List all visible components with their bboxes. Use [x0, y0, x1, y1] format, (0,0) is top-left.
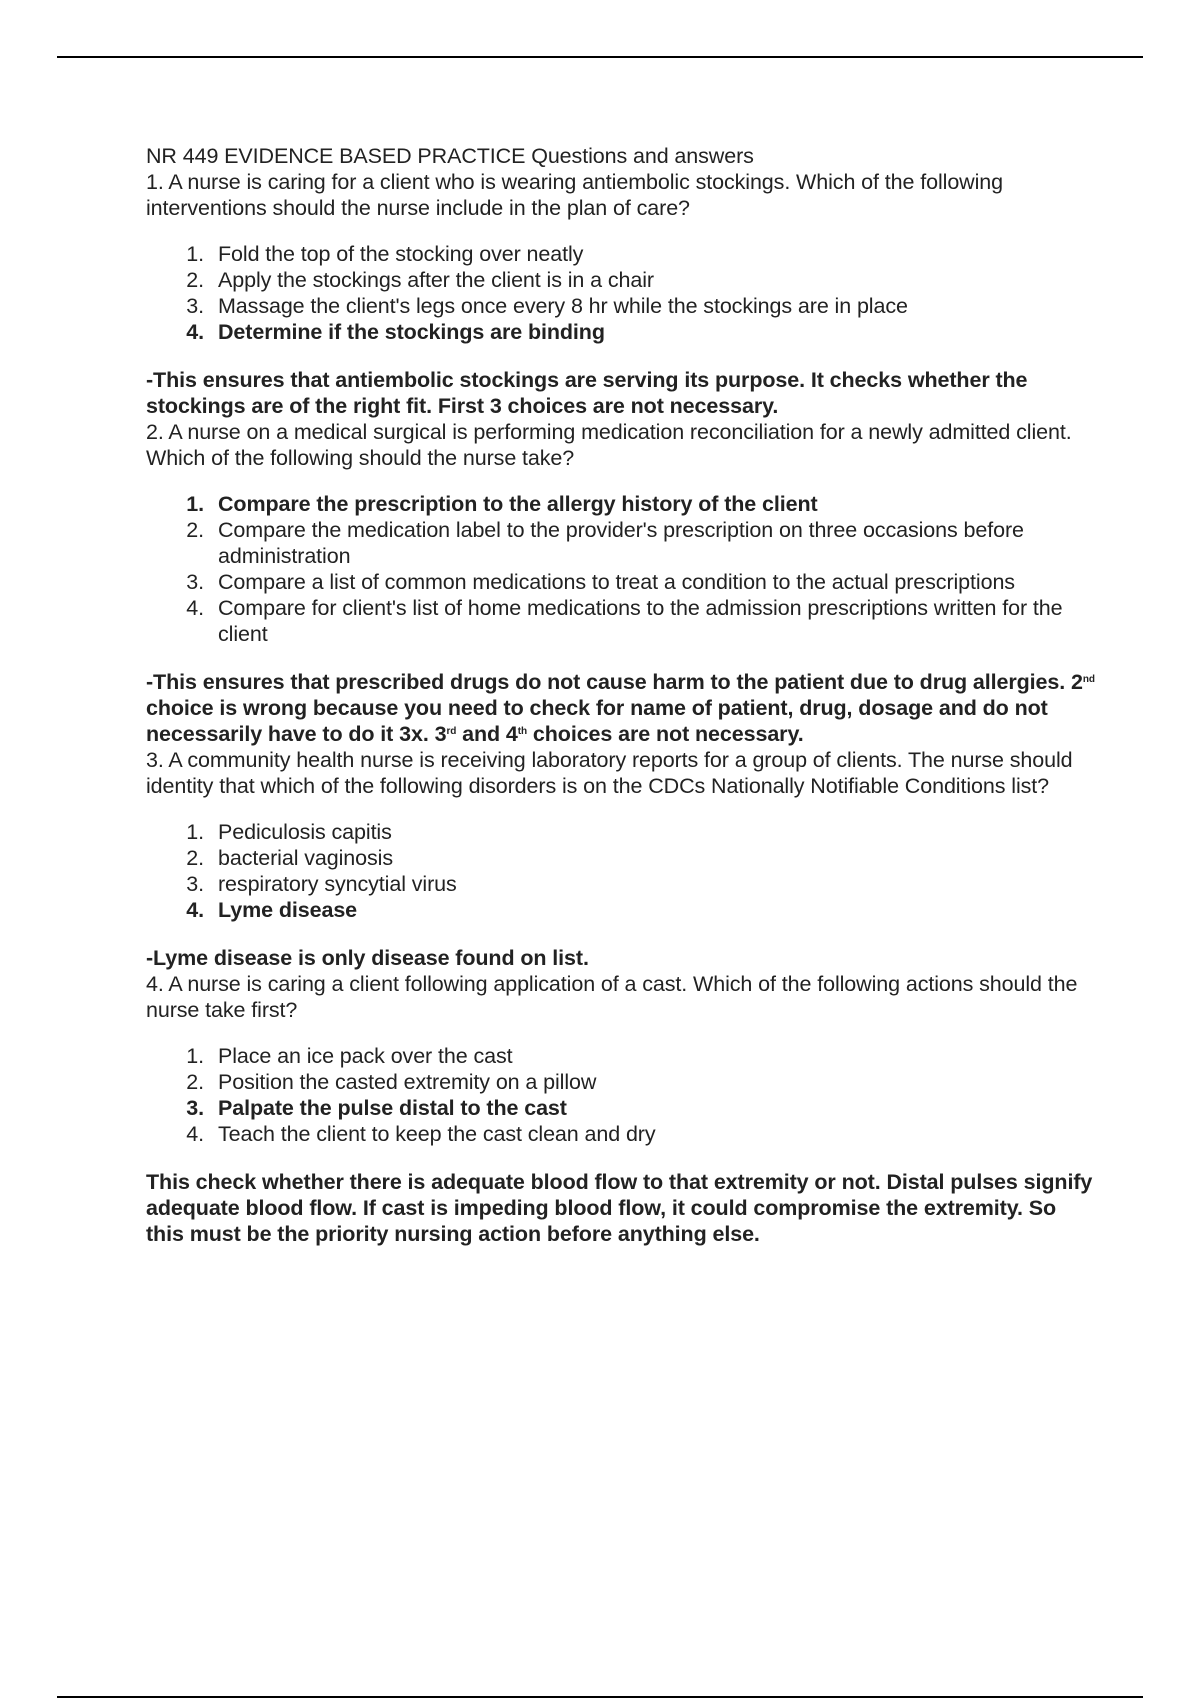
- question-block-1: [146, 169, 1096, 419]
- question-block-3: [146, 747, 1096, 971]
- answer-options: [146, 819, 1096, 923]
- option-item: 4. Teach the client to keep the cast clean and dry: [186, 1122, 656, 1146]
- correct-option-item: 4. Lyme disease: [186, 898, 358, 922]
- option-item: 1. Place an ice pack over the cast: [186, 1044, 513, 1068]
- document-title: NR 449 EVIDENCE BASED PRACTICE Questions and answers: [146, 144, 754, 168]
- document-body: [146, 143, 1096, 1247]
- correct-option-item: 1. Compare the prescription to the allergy history of the client: [186, 492, 818, 516]
- option-item: 2. bacterial vaginosis: [186, 846, 393, 870]
- answer-rationale: -This ensures that antiembolic stockings are serving its purpose. It checks whether the stockings are of the right fit. First 3 choices are not necessary.: [146, 368, 1028, 418]
- option-item: 1. Pediculosis capitis: [186, 820, 392, 844]
- answer-rationale: This check whether there is adequate blood flow to that extremity or not. Distal pulses signify adequate blood flow. If cast is impeding blood flow, it could compromise the extremity. So this must be the priority nursing action before anything else.: [146, 1170, 1093, 1246]
- correct-option-item: 3. Palpate the pulse distal to the cast: [186, 1096, 567, 1120]
- bottom-rule: [57, 1696, 1143, 1698]
- option-item: 2. Compare the medication label to the provider's prescription on three occasions before administration: [186, 518, 1024, 568]
- answer-options: [146, 241, 1096, 345]
- option-item: 3. Compare a list of common medications to treat a condition to the actual prescriptions: [186, 570, 1015, 594]
- correct-option-item: 4. Determine if the stockings are binding: [186, 320, 605, 344]
- question-stem: 4. A nurse is caring a client following application of a cast. Which of the following actions should the nurse take first?: [146, 972, 1078, 1022]
- answer-options: [146, 491, 1096, 647]
- option-item: 3. respiratory syncytial virus: [186, 872, 457, 896]
- question-stem: 2. A nurse on a medical surgical is performing medication reconciliation for a newly admitted client. Which of the following should the nurse take?: [146, 420, 1072, 470]
- question-stem: 1. A nurse is caring for a client who is wearing antiembolic stockings. Which of the following interventions should the nurse include in the plan of care?: [146, 170, 1003, 220]
- answer-rationale: -This ensures that prescribed drugs do not cause harm to the patient due to drug allergies. 2nd choice is wrong because you need to check for name of patient, drug, dosage and do not necessarily have to do it 3x. 3rd and 4th choices are not necessary.: [146, 670, 1095, 746]
- question-block-2: [146, 419, 1096, 747]
- option-item: 1. Fold the top of the stocking over neatly: [186, 242, 584, 266]
- option-item: 4. Compare for client's list of home medications to the admission prescriptions written for the client: [186, 596, 1063, 646]
- answer-options: [146, 1043, 1096, 1147]
- question-stem: 3. A community health nurse is receiving laboratory reports for a group of clients. The nurse should identity that which of the following disorders is on the CDCs Nationally Notifiable Conditions list?: [146, 748, 1073, 798]
- question-block-4: [146, 971, 1096, 1247]
- top-rule: [57, 56, 1143, 58]
- answer-rationale: -Lyme disease is only disease found on list.: [146, 946, 589, 970]
- option-item: 2. Apply the stockings after the client is in a chair: [186, 268, 654, 292]
- option-item: 3. Massage the client's legs once every 8 hr while the stockings are in place: [186, 294, 908, 318]
- option-item: 2. Position the casted extremity on a pillow: [186, 1070, 597, 1094]
